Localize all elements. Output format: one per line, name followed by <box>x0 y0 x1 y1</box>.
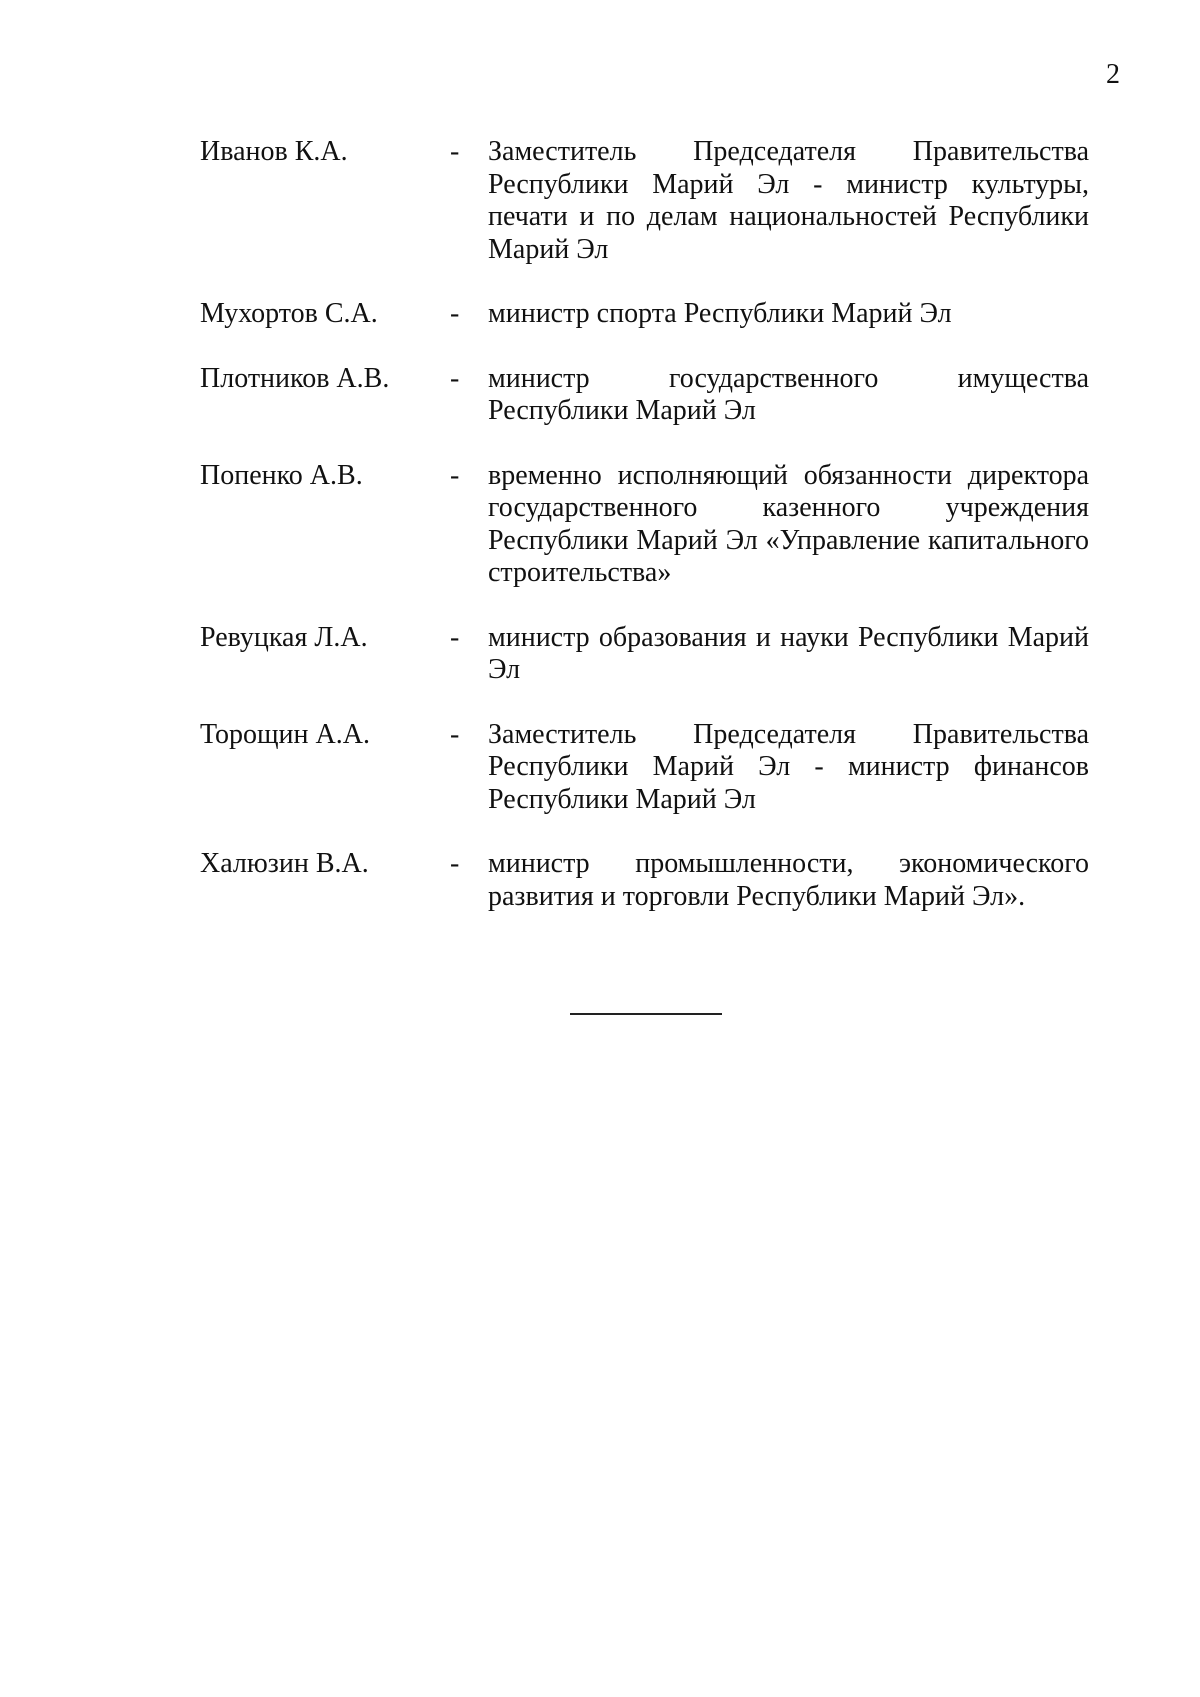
member-name: Попенко А.В. <box>200 459 363 491</box>
member-name: Иванов К.А. <box>200 136 348 167</box>
member-dash: - <box>450 298 460 329</box>
member-dash: - <box>450 362 460 394</box>
member-position: временно исполняющий обязанности директора государственного казенного учреждения Республики Марий Эл «Управление капитального строительства» <box>488 459 1089 588</box>
member-dash: - <box>450 621 460 653</box>
member-position: министр образования и науки Республики Марий Эл <box>488 621 1089 685</box>
member-position: Заместитель Председателя Правительства Республики Марий Эл - министр финансов Республики Марий Эл <box>488 718 1089 815</box>
member-row <box>200 622 1090 687</box>
member-name: Ревуцкая Л.А. <box>200 621 368 653</box>
member-dash: - <box>450 459 460 491</box>
end-of-list-rule <box>570 1013 722 1015</box>
member-name: Халюзин В.А. <box>200 848 369 879</box>
member-position: министр государственного имущества Республики Марий Эл <box>488 362 1089 426</box>
member-name: Плотников А.В. <box>200 362 390 394</box>
page-number: 2 <box>1106 59 1120 90</box>
member-position: министр спорта Республики Марий Эл <box>488 298 952 329</box>
member-row <box>200 136 1090 266</box>
member-dash: - <box>450 136 460 167</box>
member-position: министр промышленности, экономического развития и торговли Республики Марий Эл». <box>488 848 1089 912</box>
member-position: Заместитель Председателя Правительства Республики Марий Эл - министр культуры, печати и по делам национальностей Республики Марий Эл <box>488 136 1089 265</box>
member-row <box>200 460 1090 590</box>
member-row <box>200 848 1090 913</box>
member-row <box>200 719 1090 817</box>
member-dash: - <box>450 848 460 879</box>
member-row <box>200 363 1090 428</box>
member-name: Мухортов С.А. <box>200 298 378 329</box>
member-dash: - <box>450 718 460 750</box>
member-row <box>200 298 1090 331</box>
members-list <box>200 136 1090 945</box>
member-name: Торощин А.А. <box>200 718 370 750</box>
